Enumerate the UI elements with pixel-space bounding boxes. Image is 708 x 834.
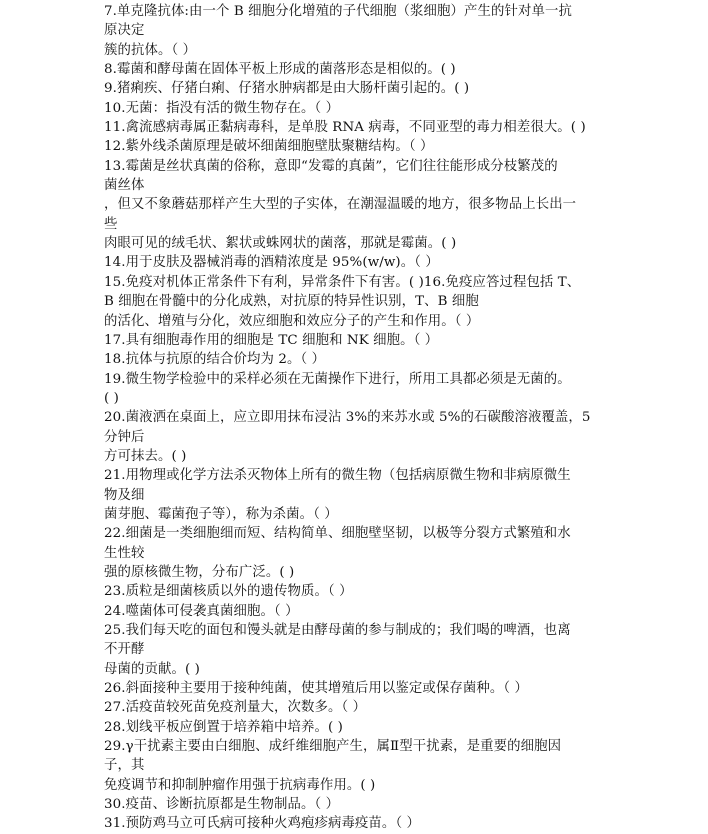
document-page (104, 2, 604, 834)
text-line-q30: 30.疫苗、诊断抗原都是生物制品。（ ） (104, 797, 340, 813)
text-line-q29-cont: 子，其 (104, 758, 145, 774)
text-line-q24: 24.噬菌体可侵袭真菌细胞。（ ） (104, 603, 299, 619)
text-line-q22-end: 强的原核微生物，分布广泛。( ) (104, 564, 295, 580)
text-line-q15-q16: 15.免疫对机体正常条件下有利，异常条件下有害。( )16.免疫应答过程包括 T、 (104, 274, 581, 290)
text-line-q25-cont: 不开酵 (104, 642, 145, 658)
text-line-q16-end: 的活化、增殖与分化，效应细胞和效应分子的产生和作用。（ ） (104, 313, 480, 329)
text-line-q13-cont-3: 些 (104, 216, 118, 232)
text-line-q7-end: 簇的抗体。（ ） (104, 42, 197, 58)
text-line-q20-cont: 分钟后 (104, 429, 145, 445)
text-line-q31: 31.预防鸡马立可氏病可接种火鸡疱疹病毒疫苗。（ ） (104, 816, 421, 832)
text-line-q26: 26.斜面接种主要用于接种纯菌，使其增殖后用以鉴定或保存菌种。（ ） (104, 681, 528, 697)
text-line-q13-end: 肉眼可见的绒毛状、絮状或蛛网状的菌落，那就是霉菌。( ) (104, 236, 457, 252)
text-line-q10: 10.无菌：指没有活的微生物存在。（ ） (104, 100, 340, 116)
text-line-q18: 18.抗体与抗原的结合价均为 2。（ ） (104, 352, 326, 368)
text-line-q19-end: ( ) (104, 390, 120, 406)
text-line-q22: 22.细菌是一类细胞细而短、结构简单、细胞壁坚韧，以极等分裂方式繁殖和水 (104, 526, 571, 542)
text-line-q20-end: 方可抹去。( ) (104, 448, 187, 464)
text-line-q9: 9.猪痢疾、仔猪白痢、仔猪水肿病都是由大肠杆菌引起的。( ) (104, 81, 470, 97)
text-line-q27: 27.活疫苗较死苗免疫剂量大，次数多。（ ） (104, 700, 367, 716)
text-line-q21-cont: 物及细 (104, 487, 145, 503)
text-line-q29-end: 免疫调节和抑制肿瘤作用强于抗病毒作用。( ) (104, 777, 376, 793)
text-line-q17: 17.具有细胞毒作用的细胞是 TC 细胞和 NK 细胞。（ ） (104, 332, 439, 348)
text-line-q7-cont: 原决定 (104, 23, 145, 39)
text-line-q21-end: 菌芽胞、霉菌孢子等），称为杀菌。（ ） (104, 506, 338, 522)
text-line-q7: 7.单克隆抗体:由一个 B 细胞分化增殖的子代细胞（浆细胞）产生的针对单一抗 (104, 4, 572, 19)
text-line-q13-cont-1: 菌丝体 (104, 178, 145, 194)
text-line-q13-cont-2: ，但又不象蘑菇那样产生大型的子实体，在潮湿温暖的地方，很多物品上长出一 (104, 197, 577, 213)
text-line-q29: 29.γ干扰素主要由白细胞、成纤维细胞产生，属Ⅱ型干扰素，是重要的细胞因 (104, 739, 562, 755)
text-line-q22-cont: 生性较 (104, 545, 145, 561)
text-line-q12: 12.紫外线杀菌原理是破坏细菌细胞壁肽聚糖结构。（ ） (104, 139, 434, 155)
text-line-q28: 28.划线平板应倒置于培养箱中培养。( ) (104, 719, 343, 735)
text-line-q23: 23.质粒是细菌核质以外的遗传物质。（ ） (104, 584, 353, 600)
text-line-q19: 19.微生物学检验中的采样必须在无菌操作下进行，所用工具都必须是无菌的。 (104, 371, 571, 387)
text-line-q13: 13.霉菌是丝状真菌的俗称，意即“发霉的真菌”，它们往往能形成分枝繁茂的 (104, 158, 558, 174)
text-line-q11: 11.禽流感病毒属正黏病毒科，是单股 RNA 病毒，不同亚型的毒力相差很大。( ) (104, 120, 586, 136)
text-line-q20: 20.菌液洒在桌面上，应立即用抹布浸沾 3%的来苏水或 5%的石碳酸溶液覆盖，5 (104, 410, 591, 426)
text-line-q21: 21.用物理或化学方法杀灭物体上所有的微生物（包括病原微生物和非病原微生 (104, 468, 571, 484)
text-line-q25-end: 母菌的贡献。( ) (104, 661, 200, 677)
text-line-q14: 14.用于皮肤及器械消毒的酒精浓度是 95%(w/w)。（ ） (104, 255, 439, 271)
text-line-q8: 8.霉菌和酵母菌在固体平板上形成的菌落形态是相似的。( ) (104, 62, 456, 78)
text-line-q25: 25.我们每天吃的面包和馒头就是由酵母菌的参与制成的；我们喝的啤酒，也离 (104, 623, 571, 638)
text-line-q16-cont-1: B 细胞在骨髓中的分化成熟，对抗原的特异性识别，T、B 细胞 (104, 294, 479, 310)
